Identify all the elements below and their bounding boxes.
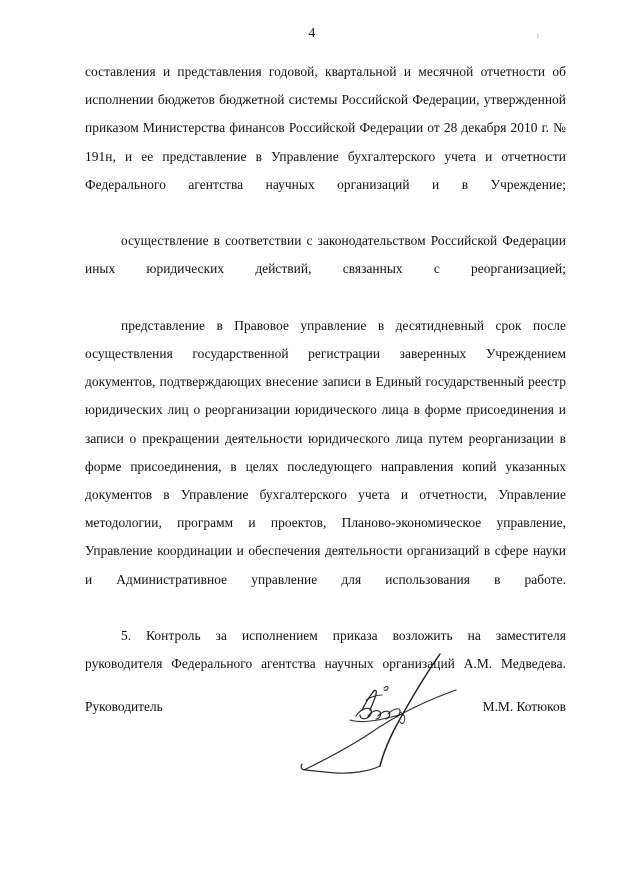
scan-artifact [176, 333, 178, 335]
signature-block [85, 697, 566, 817]
signature-role-label: Руководитель [85, 699, 163, 714]
paragraph-2: осуществление в соответствии с законодательством Российской Федерации иных юридических действий, связанных с реорганизацией; [85, 233, 566, 277]
paragraph-1: составления и представления годовой, квартальной и месячной отчетности об исполнении бюджетов бюджетной системы Российской Федерации, утвержденной приказом Министерства финансов Российской Федерации от 28 декабря 2010 г. № 191н, и ее представление в Управление бухгалтерского учета и отчетности Федерального агентства научных организаций и в Учреждение; [85, 64, 566, 192]
paragraph-3: представление в Правовое управление в десятидневный срок после осуществления государственной регистрации заверенных Учреждением документов, подтверждающих внесение записи в Единый государственный реестр юридических лиц о реорганизации юридического лица в форме присоединения и записи о прекращении деятельности юридического лица путем реорганизации в форме присоединения, в целях последующего направления копий указанных документов в Управление бухгалтерского учета и отчетности, Управление методологии, программ и проектов, Планово-экономическое управление, Управление координации и обеспечения деятельности организаций в сфере науки и Административное управление для использования в работе. [85, 317, 566, 587]
scan-artifact [537, 33, 539, 39]
signature-signer-name: М.М. Котюков [482, 699, 566, 714]
document-body [85, 58, 566, 707]
page-number: 4 [308, 26, 316, 41]
paragraph-4-control-clause: 5. Контроль за исполнением приказа возложить на заместителя руководителя Федерального агентства научных организаций А.М. Медведева. [85, 628, 566, 672]
